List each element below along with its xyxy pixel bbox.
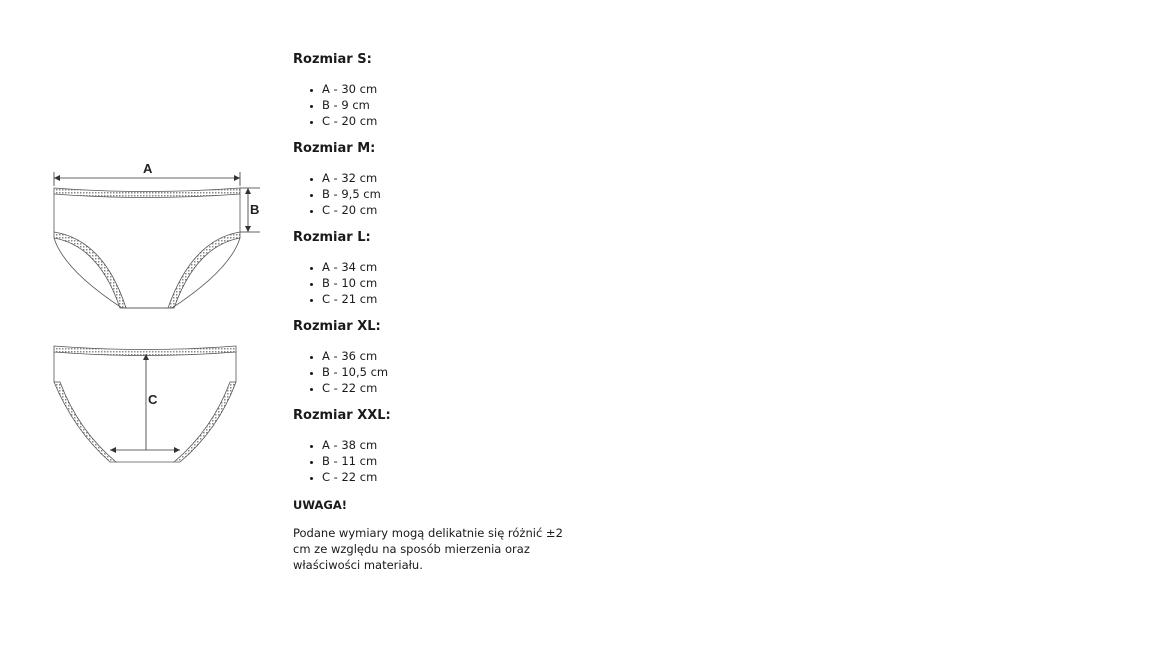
size-chart-text bbox=[293, 52, 583, 573]
size-measurements-list bbox=[293, 259, 583, 307]
size-measurements-list bbox=[293, 170, 583, 218]
size-block-l bbox=[293, 230, 583, 307]
list-item: • C - 20 cm bbox=[322, 113, 583, 129]
size-block-m bbox=[293, 141, 583, 218]
size-measurements-list bbox=[293, 348, 583, 396]
list-item: • C - 22 cm bbox=[322, 380, 583, 396]
label-c: C bbox=[148, 392, 158, 407]
list-item: • C - 21 cm bbox=[322, 291, 583, 307]
briefs-measurement-illustration bbox=[14, 150, 284, 470]
label-a: A bbox=[143, 161, 153, 176]
list-item: • A - 30 cm bbox=[322, 81, 583, 97]
size-measurements-list bbox=[293, 437, 583, 485]
note-text: Podane wymiary mogą delikatnie się różnić ±2 cm ze względu na sposób mierzenia oraz właściwości materiału. bbox=[293, 526, 563, 572]
measurement-c-arrow bbox=[110, 354, 180, 453]
list-item: • A - 38 cm bbox=[322, 437, 583, 453]
size-diagram bbox=[14, 150, 284, 470]
size-title: Rozmiar XXL: bbox=[293, 408, 391, 423]
label-b: B bbox=[250, 202, 260, 217]
list-item: • C - 22 cm bbox=[322, 469, 583, 485]
list-item: • B - 9 cm bbox=[322, 97, 583, 113]
size-title: Rozmiar XL: bbox=[293, 319, 381, 334]
front-view-outline bbox=[54, 188, 240, 308]
size-measurements-list bbox=[293, 81, 583, 129]
list-item: • A - 36 cm bbox=[322, 348, 583, 364]
list-item: • B - 10,5 cm bbox=[322, 364, 583, 380]
back-view-outline bbox=[54, 346, 236, 462]
list-item: • B - 9,5 cm bbox=[322, 186, 583, 202]
list-item: • C - 20 cm bbox=[322, 202, 583, 218]
size-block-s bbox=[293, 52, 583, 129]
list-item: • A - 34 cm bbox=[322, 259, 583, 275]
size-block-xl bbox=[293, 319, 583, 396]
size-title: Rozmiar S: bbox=[293, 52, 372, 67]
size-title: Rozmiar L: bbox=[293, 230, 371, 245]
list-item: • B - 11 cm bbox=[322, 453, 583, 469]
note-title: UWAGA! bbox=[293, 498, 347, 512]
size-block-xxl bbox=[293, 408, 583, 485]
list-item: • A - 32 cm bbox=[322, 170, 583, 186]
size-title: Rozmiar M: bbox=[293, 141, 376, 156]
list-item: • B - 10 cm bbox=[322, 275, 583, 291]
